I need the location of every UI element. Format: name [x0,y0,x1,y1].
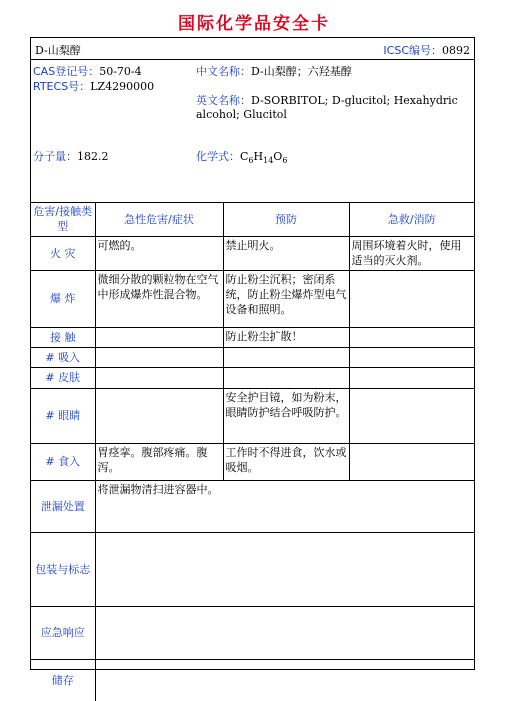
formula-line [196,150,287,168]
first-aid-cell: 周围环境着火时，使用适当的灭火剂。 [349,236,474,270]
row-label: # 眼睛 [31,388,95,443]
identification-block [31,60,474,203]
table-row-packaging [31,532,474,606]
cn-name-label: 中文名称： [196,65,251,78]
table-row-inhalation [31,347,474,367]
symptoms-cell: 可燃的。 [95,236,223,270]
header-first-aid: 急救/消防 [349,203,474,236]
icsc-label: ICSC编号： [383,44,442,57]
first-aid-cell [349,327,474,347]
cas-line [33,65,142,79]
mw-label: 分子量： [33,150,77,163]
prevention-cell: 安全护目镜，如为粉末，眼睛防护结合呼吸防护。 [223,388,349,443]
table-row-explosion [31,270,474,327]
section-content [95,532,474,606]
formula-value: $C_6H_{14}O_6$ [240,150,288,166]
section-label: 储存 [31,659,95,701]
prevention-cell: 工作时不得进食，饮水或吸烟。 [223,443,349,480]
rtecs-label: RTECS号： [33,80,91,93]
en-name-line [196,94,472,122]
first-aid-cell [349,270,474,327]
row-label: # 吸入 [31,347,95,367]
header-symptoms: 急性危害/症状 [95,203,223,236]
header-type: 危害/接触类型 [31,203,95,236]
icsc-number [383,42,470,58]
en-name-value-1: D-SORBITOL; D-glucitol; Hexahydric [251,94,458,107]
first-aid-cell [349,443,474,480]
molecular-weight-line [33,150,109,164]
row-label: # 皮肤 [31,367,95,388]
card-title: 国际化学品安全卡 [178,14,330,34]
symptoms-cell [95,327,223,347]
en-name-value-2: alcohol; Glucitol [196,108,287,121]
safety-card [30,37,475,687]
prevention-cell: 禁止明火。 [223,236,349,270]
table-header-row [31,203,474,236]
icsc-value: 0892 [442,44,470,57]
section-label: 应急响应 [31,606,95,659]
table-row-storage [31,659,474,701]
symptoms-cell [95,367,223,388]
symptoms-cell: 微细分散的颗粒物在空气中形成爆炸性混合物。 [95,270,223,327]
first-aid-cell [349,347,474,367]
table-row-contact [31,327,474,347]
mw-value: 182.2 [77,150,109,163]
en-name-label: 英文名称： [196,94,251,107]
section-content: 将泄漏物清扫进容器中。 [95,480,474,532]
table-row-fire [31,236,474,270]
section-content [95,659,474,701]
cn-name-value: D-山梨醇；六羟基醇 [251,65,352,78]
header-prevention: 预防 [223,203,349,236]
symptoms-cell [95,347,223,367]
rtecs-line [33,80,154,94]
rtecs-value: LZ4290000 [90,80,155,93]
prevention-cell [223,367,349,388]
hazard-table [31,203,474,701]
cas-label: CAS登记号： [33,65,100,78]
row-label: 接 触 [31,327,95,347]
row-label: 爆 炸 [31,270,95,327]
prevention-cell: 防止粉尘沉积；密闭系统，防止粉尘爆炸型电气设备和照明。 [223,270,349,327]
section-label: 包装与标志 [31,532,95,606]
prevention-cell [223,347,349,367]
symptoms-cell [95,388,223,443]
first-aid-cell [349,367,474,388]
first-aid-cell [349,388,474,443]
cas-value: 50-70-4 [99,65,142,78]
table-row-spillage [31,480,474,532]
row-label: 火 灾 [31,236,95,270]
formula-label: 化学式： [196,150,240,163]
row-label: # 食入 [31,443,95,480]
symptoms-cell: 胃痉挛。腹部疼痛。腹泻。 [95,443,223,480]
table-row-eyes [31,388,474,443]
table-row-emergency [31,606,474,659]
section-label: 泄漏处置 [31,480,95,532]
cn-name-line [196,65,352,79]
prevention-cell: 防止粉尘扩散！ [223,327,349,347]
chemical-name: D-山梨醇 [35,44,81,57]
section-content [95,606,474,659]
table-row-skin [31,367,474,388]
table-row-ingestion [31,443,474,480]
card-header-row [31,38,474,60]
